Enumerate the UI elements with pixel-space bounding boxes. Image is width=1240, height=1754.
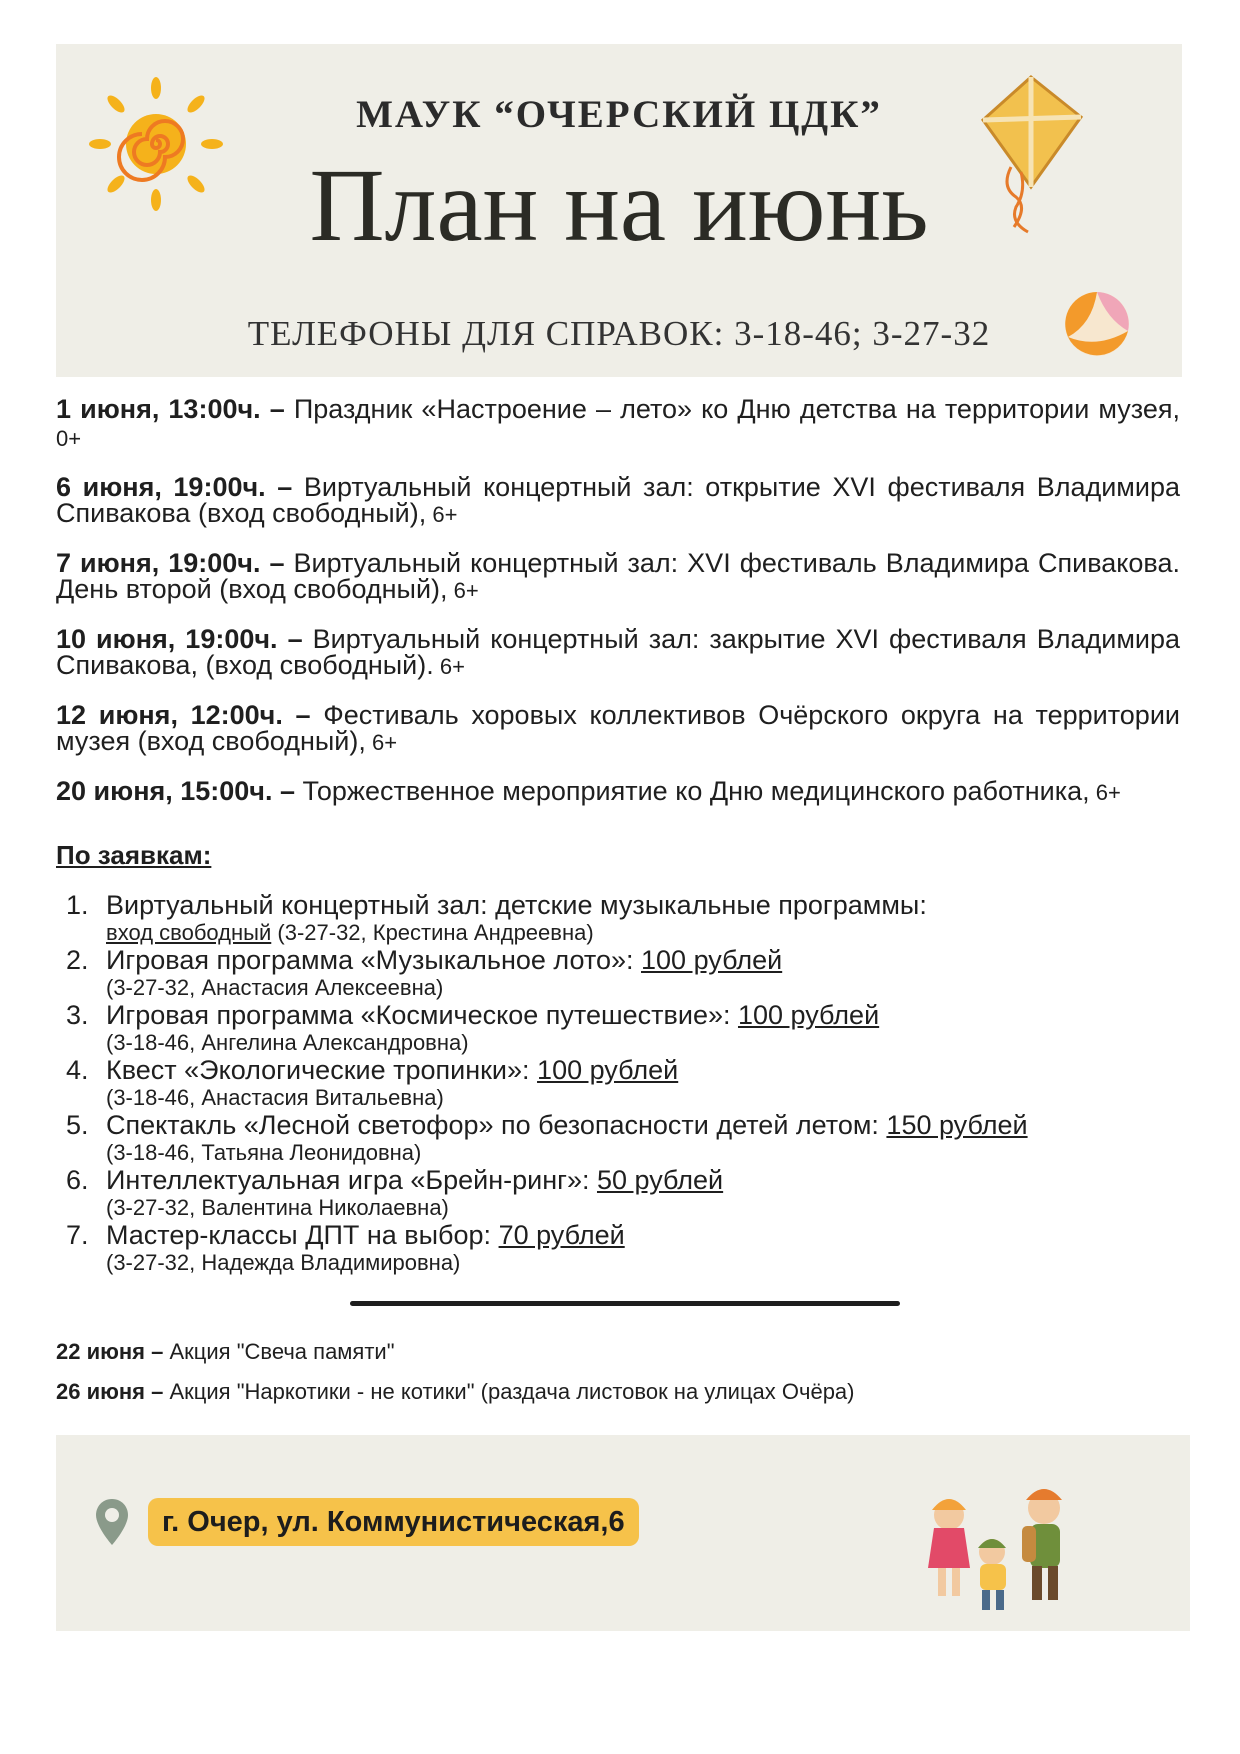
- request-contact: [106, 1250, 1180, 1275]
- event-item: [56, 626, 1180, 680]
- event-date: 12 июня, 12:00ч. –: [56, 700, 311, 730]
- request-contact-text: (3-27-32, Надежда Владимировна): [106, 1250, 461, 1275]
- request-item: [56, 1220, 1180, 1275]
- event-age: 6+: [1089, 780, 1121, 805]
- request-title: Спектакль «Лесной светофор» по безопасности детей летом:: [106, 1110, 887, 1140]
- action-item: [56, 1332, 855, 1372]
- event-text: Виртуальный концертный зал: открытие XVI фестиваля Владимира Спивакова (вход свободный),: [56, 472, 1180, 528]
- request-name: [106, 1000, 1180, 1030]
- request-contact-text: (3-27-32, Крестина Андреевна): [271, 920, 594, 945]
- request-price: 100 рублей: [537, 1055, 679, 1085]
- request-number: 6.: [66, 1165, 89, 1195]
- request-contact-text: (3-18-46, Татьяна Леонидовна): [106, 1140, 422, 1165]
- request-price: 70 рублей: [498, 1220, 625, 1250]
- phones-line: ТЕЛЕФОНЫ ДЛЯ СПРАВОК: 3-18-46; 3-27-32: [247, 314, 991, 353]
- request-free-entry: вход свободный: [106, 920, 272, 945]
- request-number: 7.: [66, 1220, 89, 1250]
- request-contact-text: (3-18-46, Анастасия Витальевна): [106, 1085, 444, 1110]
- event-text: Виртуальный концертный зал: закрытие XVI фестиваля Владимира Спивакова, (вход свободный).: [56, 624, 1180, 680]
- request-name: [106, 890, 1180, 920]
- event-text: Виртуальный концертный зал: XVI фестиваль Владимира Спивакова. День второй (вход свободный),: [56, 548, 1180, 604]
- request-title: Мастер-классы ДПТ на выбор:: [106, 1220, 499, 1250]
- request-name: [106, 1055, 1180, 1085]
- event-item: [56, 550, 1180, 604]
- event-age: 0+: [56, 426, 82, 451]
- request-price: 100 рублей: [737, 1000, 880, 1030]
- footer-panel: [56, 1435, 1190, 1631]
- request-number: 4.: [66, 1055, 89, 1085]
- event-item: [56, 474, 1180, 528]
- request-contact-text: (3-27-32, Валентина Николаевна): [106, 1195, 449, 1220]
- request-title: Квест «Экологические тропинки»:: [106, 1055, 538, 1085]
- request-price: 100 рублей: [641, 945, 783, 975]
- request-price: 150 рублей: [886, 1110, 1028, 1140]
- event-age: 6+: [365, 730, 398, 755]
- request-name: [106, 945, 1180, 975]
- action-text: Акция "Свеча памяти": [163, 1339, 395, 1364]
- request-contact-text: (3-18-46, Ангелина Александровна): [106, 1030, 469, 1055]
- request-title: Игровая программа «Космическое путешествие»:: [106, 1000, 738, 1030]
- request-number: 2.: [66, 945, 89, 975]
- action-date: 26 июня –: [56, 1379, 164, 1404]
- event-item: [56, 778, 1180, 806]
- request-number: 3.: [66, 1000, 89, 1030]
- requests-list: [56, 890, 1180, 1275]
- address-badge: [148, 1498, 639, 1546]
- event-date: 10 июня, 19:00ч. –: [56, 624, 303, 654]
- request-name: [106, 1110, 1180, 1140]
- request-contact: [106, 1085, 1180, 1110]
- request-contact: [106, 1195, 1180, 1220]
- organization-name: МАУК “ОЧЕРСКИЙ ЦДК”: [356, 93, 882, 136]
- event-text: Фестиваль хоровых коллективов Очёрского округа на территории музея (вход свободный),: [56, 700, 1180, 756]
- request-title: Интеллектуальная игра «Брейн-ринг»:: [106, 1165, 597, 1195]
- request-contact: [106, 920, 1180, 945]
- events-list: [56, 396, 1180, 828]
- request-item: [56, 1110, 1180, 1165]
- requests-heading: По заявкам:: [56, 840, 212, 870]
- event-item: [56, 396, 1180, 452]
- event-text: Торжественное мероприятие ко Дню медицинского работника,: [295, 776, 1090, 806]
- event-date: 20 июня, 15:00ч. –: [56, 776, 296, 806]
- event-date: 6 июня, 19:00ч. –: [56, 472, 293, 502]
- request-item: [56, 1055, 1180, 1110]
- request-title: Виртуальный концертный зал: детские музыкальные программы:: [106, 890, 927, 920]
- location-pin-icon: [94, 1497, 130, 1547]
- action-text: Акция "Наркотики - не котики" (раздача листовок на улицах Очёра): [163, 1379, 855, 1404]
- request-contact: [106, 1030, 1180, 1055]
- request-item: [56, 890, 1180, 945]
- header-panel: [56, 44, 1182, 377]
- request-number: 1.: [66, 890, 89, 920]
- actions-list: [56, 1332, 855, 1412]
- request-price: 50 рублей: [596, 1165, 724, 1195]
- event-age: 6+: [433, 654, 465, 679]
- request-contact: [106, 975, 1180, 1000]
- action-item: [56, 1372, 855, 1412]
- request-number: 5.: [66, 1110, 89, 1140]
- request-item: [56, 1000, 1180, 1055]
- request-contact-text: (3-27-32, Анастасия Алексеевна): [106, 975, 444, 1000]
- request-title: Игровая программа «Музыкальное лото»:: [106, 945, 642, 975]
- page-title: План на июнь: [309, 148, 929, 263]
- children-hiking-illustration: [894, 1460, 1094, 1620]
- request-name: [106, 1220, 1180, 1250]
- request-item: [56, 945, 1180, 1000]
- action-date: 22 июня –: [56, 1339, 164, 1364]
- event-date: 7 июня, 19:00ч. –: [56, 548, 285, 578]
- request-contact: [106, 1140, 1180, 1165]
- event-item: [56, 702, 1180, 756]
- request-item: [56, 1165, 1180, 1220]
- event-date: 1 июня, 13:00ч. –: [56, 394, 285, 424]
- request-name: [106, 1165, 1180, 1195]
- event-text: Праздник «Настроение – лето» ко Дню детства на территории музея,: [284, 394, 1180, 424]
- event-age: 6+: [426, 502, 458, 527]
- address-text: г. Очер, ул. Коммунистическая,6: [162, 1505, 625, 1538]
- divider-line: [350, 1301, 900, 1306]
- event-age: 6+: [447, 578, 479, 603]
